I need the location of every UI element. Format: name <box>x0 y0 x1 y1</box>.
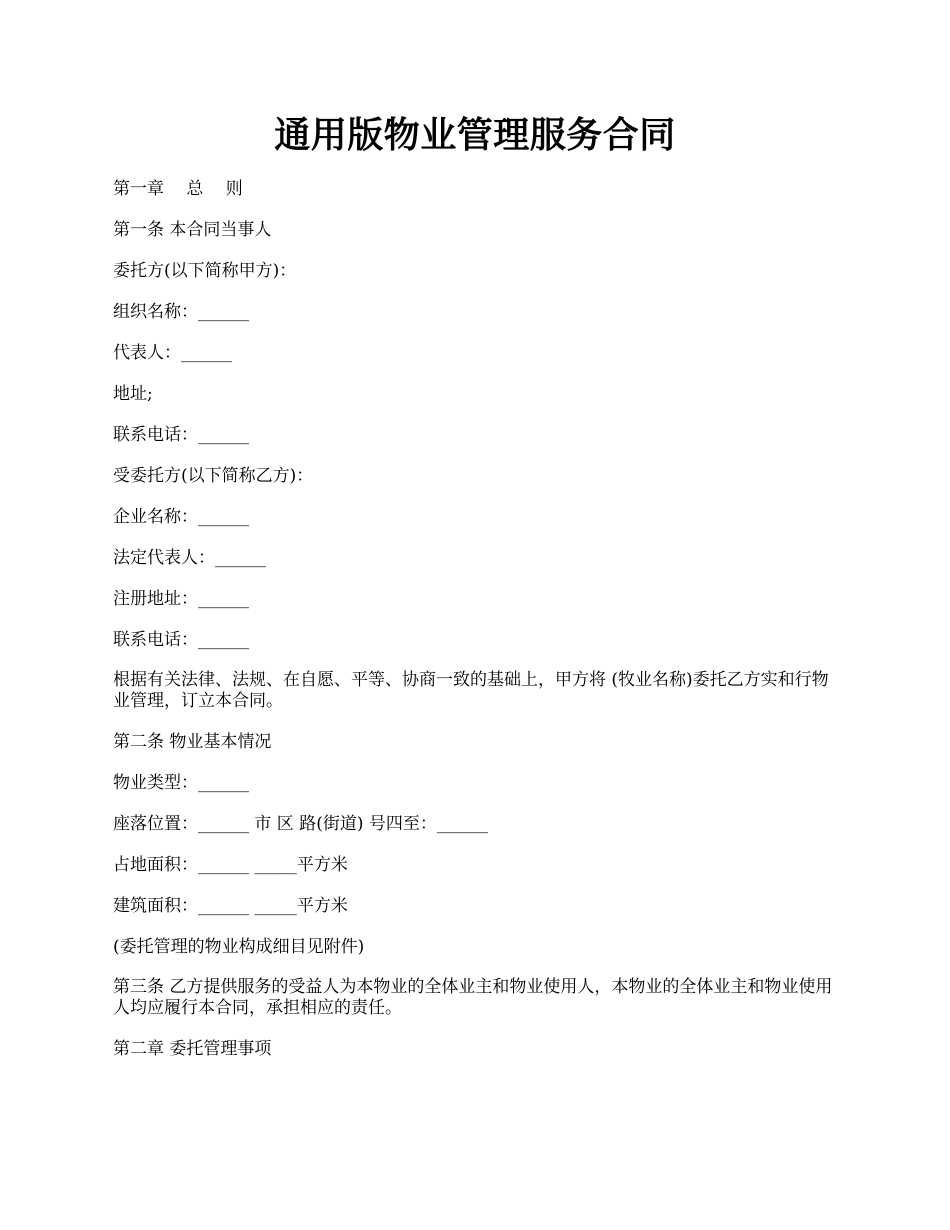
party-a-phone: 联系电话：______ <box>113 425 249 445</box>
document-title: 通用版物业管理服务合同 <box>274 114 676 156</box>
article-three-paragraph: 第三条 乙方提供服务的受益人为本物业的全体业主和物业使用人，本物业的全体业主和物业使用人均应履行本合同，承担相应的责任。 <box>113 977 833 1018</box>
party-b-registered-address: 注册地址：______ <box>113 589 249 609</box>
chapter-heading: 第二章 委托管理事项 <box>113 1039 272 1059</box>
document-body <box>113 178 843 1079</box>
party-a-org-name: 组织名称：______ <box>113 302 249 322</box>
party-a-representative: 代表人：______ <box>113 343 232 363</box>
party-a-address: 地址; <box>113 384 153 404</box>
article-heading: 第一条 本合同当事人 <box>113 220 272 240</box>
chapter-heading: 第一章 总 则 <box>113 179 243 199</box>
article-heading: 第二条 物业基本情况 <box>113 732 272 752</box>
party-a-heading: 委托方(以下简称甲方)： <box>113 261 297 281</box>
property-location: 座落位置：______ 市 区 路(街道) 号四至：______ <box>113 814 488 834</box>
party-b-phone: 联系电话：______ <box>113 630 249 650</box>
attachment-note: (委托管理的物业构成细目见附件) <box>113 937 365 957</box>
agreement-paragraph: 根据有关法律、法规、在自愿、平等、协商一致的基础上，甲方将 (牧业名称)委托乙方实和行物业管理，订立本合同。 <box>113 670 829 711</box>
party-b-company-name: 企业名称：______ <box>113 507 249 527</box>
property-type: 物业类型：______ <box>113 773 249 793</box>
land-area: 占地面积：______ _____平方米 <box>113 855 348 875</box>
party-b-heading: 受委托方(以下简称乙方)： <box>113 466 314 486</box>
building-area: 建筑面积：______ _____平方米 <box>113 896 348 916</box>
party-b-legal-representative: 法定代表人：______ <box>113 548 266 568</box>
